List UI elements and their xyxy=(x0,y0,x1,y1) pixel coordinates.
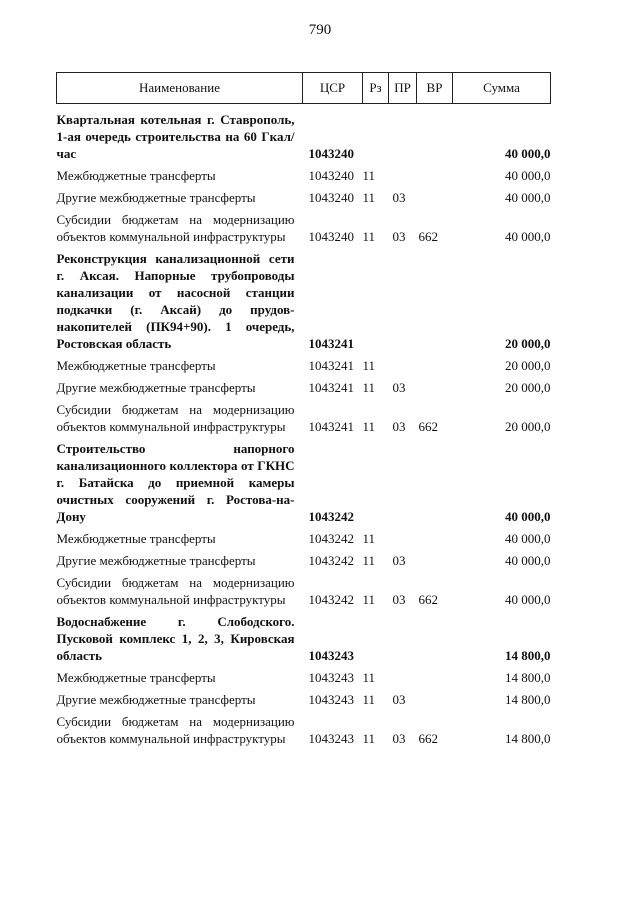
table-row xyxy=(57,374,551,396)
cell-csr: 1043243 xyxy=(308,731,354,746)
header-rz: Рз xyxy=(363,73,389,104)
budget-table xyxy=(56,72,551,747)
cell-rz: 11 xyxy=(362,168,376,183)
table-row xyxy=(57,184,551,206)
header-vr: ВР xyxy=(417,73,453,104)
table-row xyxy=(57,686,551,708)
header-csr: ЦСР xyxy=(303,73,363,104)
cell-sum: 40 000,0 xyxy=(505,229,551,244)
cell-sum: 40 000,0 xyxy=(505,553,551,568)
cell-name: Другие межбюджетные трансферты xyxy=(56,190,256,205)
cell-vr xyxy=(417,245,453,352)
cell-rz: 11 xyxy=(362,380,376,395)
cell-sum: 14 800,0 xyxy=(505,731,551,746)
page-number: 790 xyxy=(308,22,332,38)
table-row xyxy=(57,708,551,747)
table-header xyxy=(57,73,551,104)
cell-pr xyxy=(389,608,417,664)
table-row xyxy=(57,525,551,547)
cell-sum: 14 800,0 xyxy=(505,692,551,707)
cell-pr: 03 xyxy=(392,592,406,607)
cell-pr: 03 xyxy=(392,380,406,395)
table-row xyxy=(57,608,551,664)
cell-pr: 03 xyxy=(392,553,406,568)
cell-vr xyxy=(417,525,453,547)
cell-name: Другие межбюджетные трансферты xyxy=(56,380,256,395)
cell-rz: 11 xyxy=(362,229,376,244)
cell-name: Межбюджетные трансферты xyxy=(56,168,216,183)
cell-pr xyxy=(389,245,417,352)
cell-rz: 11 xyxy=(362,190,376,205)
cell-csr: 1043243 xyxy=(308,648,354,663)
cell-name: Субсидии бюджетам на модернизацию объектов коммунальной инфраструктуры xyxy=(56,575,295,607)
cell-csr: 1043240 xyxy=(308,229,354,244)
cell-rz: 11 xyxy=(362,553,376,568)
cell-name: Водоснабжение г. Слободского. Пусковой комплекс 1, 2, 3, Кировская область xyxy=(56,614,295,663)
cell-vr xyxy=(417,686,453,708)
cell-vr xyxy=(417,104,453,163)
cell-pr xyxy=(389,352,417,374)
cell-vr: 662 xyxy=(418,229,438,244)
table-body xyxy=(57,104,551,748)
cell-name: Межбюджетные трансферты xyxy=(56,358,216,373)
cell-name: Субсидии бюджетам на модернизацию объектов коммунальной инфраструктуры xyxy=(56,402,295,434)
cell-name: Субсидии бюджетам на модернизацию объектов коммунальной инфраструктуры xyxy=(56,212,295,244)
cell-name: Строительство напорного канализационного коллектора от ГКНС г. Батайска до приемной камеры очистных сооружений г. Ростова-на-Дону xyxy=(56,441,295,524)
header-name: Наименование xyxy=(57,73,303,104)
table-row xyxy=(57,104,551,163)
cell-csr: 1043242 xyxy=(308,531,354,546)
cell-vr xyxy=(417,664,453,686)
cell-rz xyxy=(363,608,389,664)
cell-csr: 1043242 xyxy=(308,592,354,607)
cell-pr xyxy=(389,525,417,547)
header-sum: Сумма xyxy=(453,73,551,104)
cell-vr: 662 xyxy=(418,592,438,607)
cell-name: Квартальная котельная г. Ставрополь, 1-ая очередь строительства на 60 Гкал/час xyxy=(56,112,295,161)
cell-csr: 1043240 xyxy=(308,168,354,183)
cell-sum: 40 000,0 xyxy=(505,592,551,607)
cell-sum: 40 000,0 xyxy=(505,190,551,205)
cell-sum: 20 000,0 xyxy=(505,336,551,351)
table-row xyxy=(57,162,551,184)
cell-pr xyxy=(389,104,417,163)
table-row xyxy=(57,569,551,608)
cell-rz: 11 xyxy=(362,531,376,546)
table-row xyxy=(57,396,551,435)
cell-sum: 20 000,0 xyxy=(505,358,551,373)
header-pr: ПР xyxy=(389,73,417,104)
cell-vr xyxy=(417,547,453,569)
cell-name: Другие межбюджетные трансферты xyxy=(56,553,256,568)
cell-sum: 14 800,0 xyxy=(505,648,551,663)
cell-sum: 40 000,0 xyxy=(505,509,551,524)
cell-vr xyxy=(417,435,453,525)
cell-sum: 40 000,0 xyxy=(505,168,551,183)
cell-pr: 03 xyxy=(392,731,406,746)
cell-csr: 1043240 xyxy=(308,190,354,205)
cell-rz: 11 xyxy=(362,358,376,373)
table-row xyxy=(57,245,551,352)
cell-rz xyxy=(363,435,389,525)
table-row xyxy=(57,435,551,525)
cell-csr: 1043241 xyxy=(308,336,354,351)
cell-name: Межбюджетные трансферты xyxy=(56,531,216,546)
cell-pr: 03 xyxy=(392,190,406,205)
cell-csr: 1043243 xyxy=(308,670,354,685)
cell-rz: 11 xyxy=(362,592,376,607)
cell-pr: 03 xyxy=(392,692,406,707)
cell-vr: 662 xyxy=(418,419,438,434)
cell-csr: 1043243 xyxy=(308,692,354,707)
cell-csr: 1043242 xyxy=(308,553,354,568)
cell-csr: 1043241 xyxy=(308,358,354,373)
cell-pr xyxy=(389,162,417,184)
cell-rz: 11 xyxy=(362,731,376,746)
cell-sum: 40 000,0 xyxy=(505,531,551,546)
cell-sum: 40 000,0 xyxy=(505,146,551,161)
cell-vr xyxy=(417,352,453,374)
cell-sum: 20 000,0 xyxy=(505,380,551,395)
cell-vr xyxy=(417,184,453,206)
table-row xyxy=(57,352,551,374)
cell-csr: 1043241 xyxy=(308,380,354,395)
cell-rz xyxy=(363,245,389,352)
cell-pr xyxy=(389,435,417,525)
cell-vr xyxy=(417,374,453,396)
cell-sum: 14 800,0 xyxy=(505,670,551,685)
cell-csr: 1043242 xyxy=(308,509,354,524)
cell-rz xyxy=(363,104,389,163)
cell-vr: 662 xyxy=(418,731,438,746)
cell-name: Реконструкция канализационной сети г. Аксая. Напорные трубопроводы канализации от насосной станции подкачки (г. Аксай) до прудов-накопителей (ПК94+90). 1 очередь, Ростовская область xyxy=(56,251,295,351)
table-row xyxy=(57,664,551,686)
table-row xyxy=(57,547,551,569)
cell-pr xyxy=(389,664,417,686)
table-row xyxy=(57,206,551,245)
cell-csr: 1043241 xyxy=(308,419,354,434)
cell-name: Субсидии бюджетам на модернизацию объектов коммунальной инфраструктуры xyxy=(56,714,295,746)
cell-vr xyxy=(417,162,453,184)
cell-rz: 11 xyxy=(362,670,376,685)
cell-name: Межбюджетные трансферты xyxy=(56,670,216,685)
cell-name: Другие межбюджетные трансферты xyxy=(56,692,256,707)
cell-csr: 1043240 xyxy=(308,146,354,161)
cell-vr xyxy=(417,608,453,664)
cell-rz: 11 xyxy=(362,419,376,434)
cell-pr: 03 xyxy=(392,229,406,244)
cell-pr: 03 xyxy=(392,419,406,434)
cell-rz: 11 xyxy=(362,692,376,707)
cell-sum: 20 000,0 xyxy=(505,419,551,434)
